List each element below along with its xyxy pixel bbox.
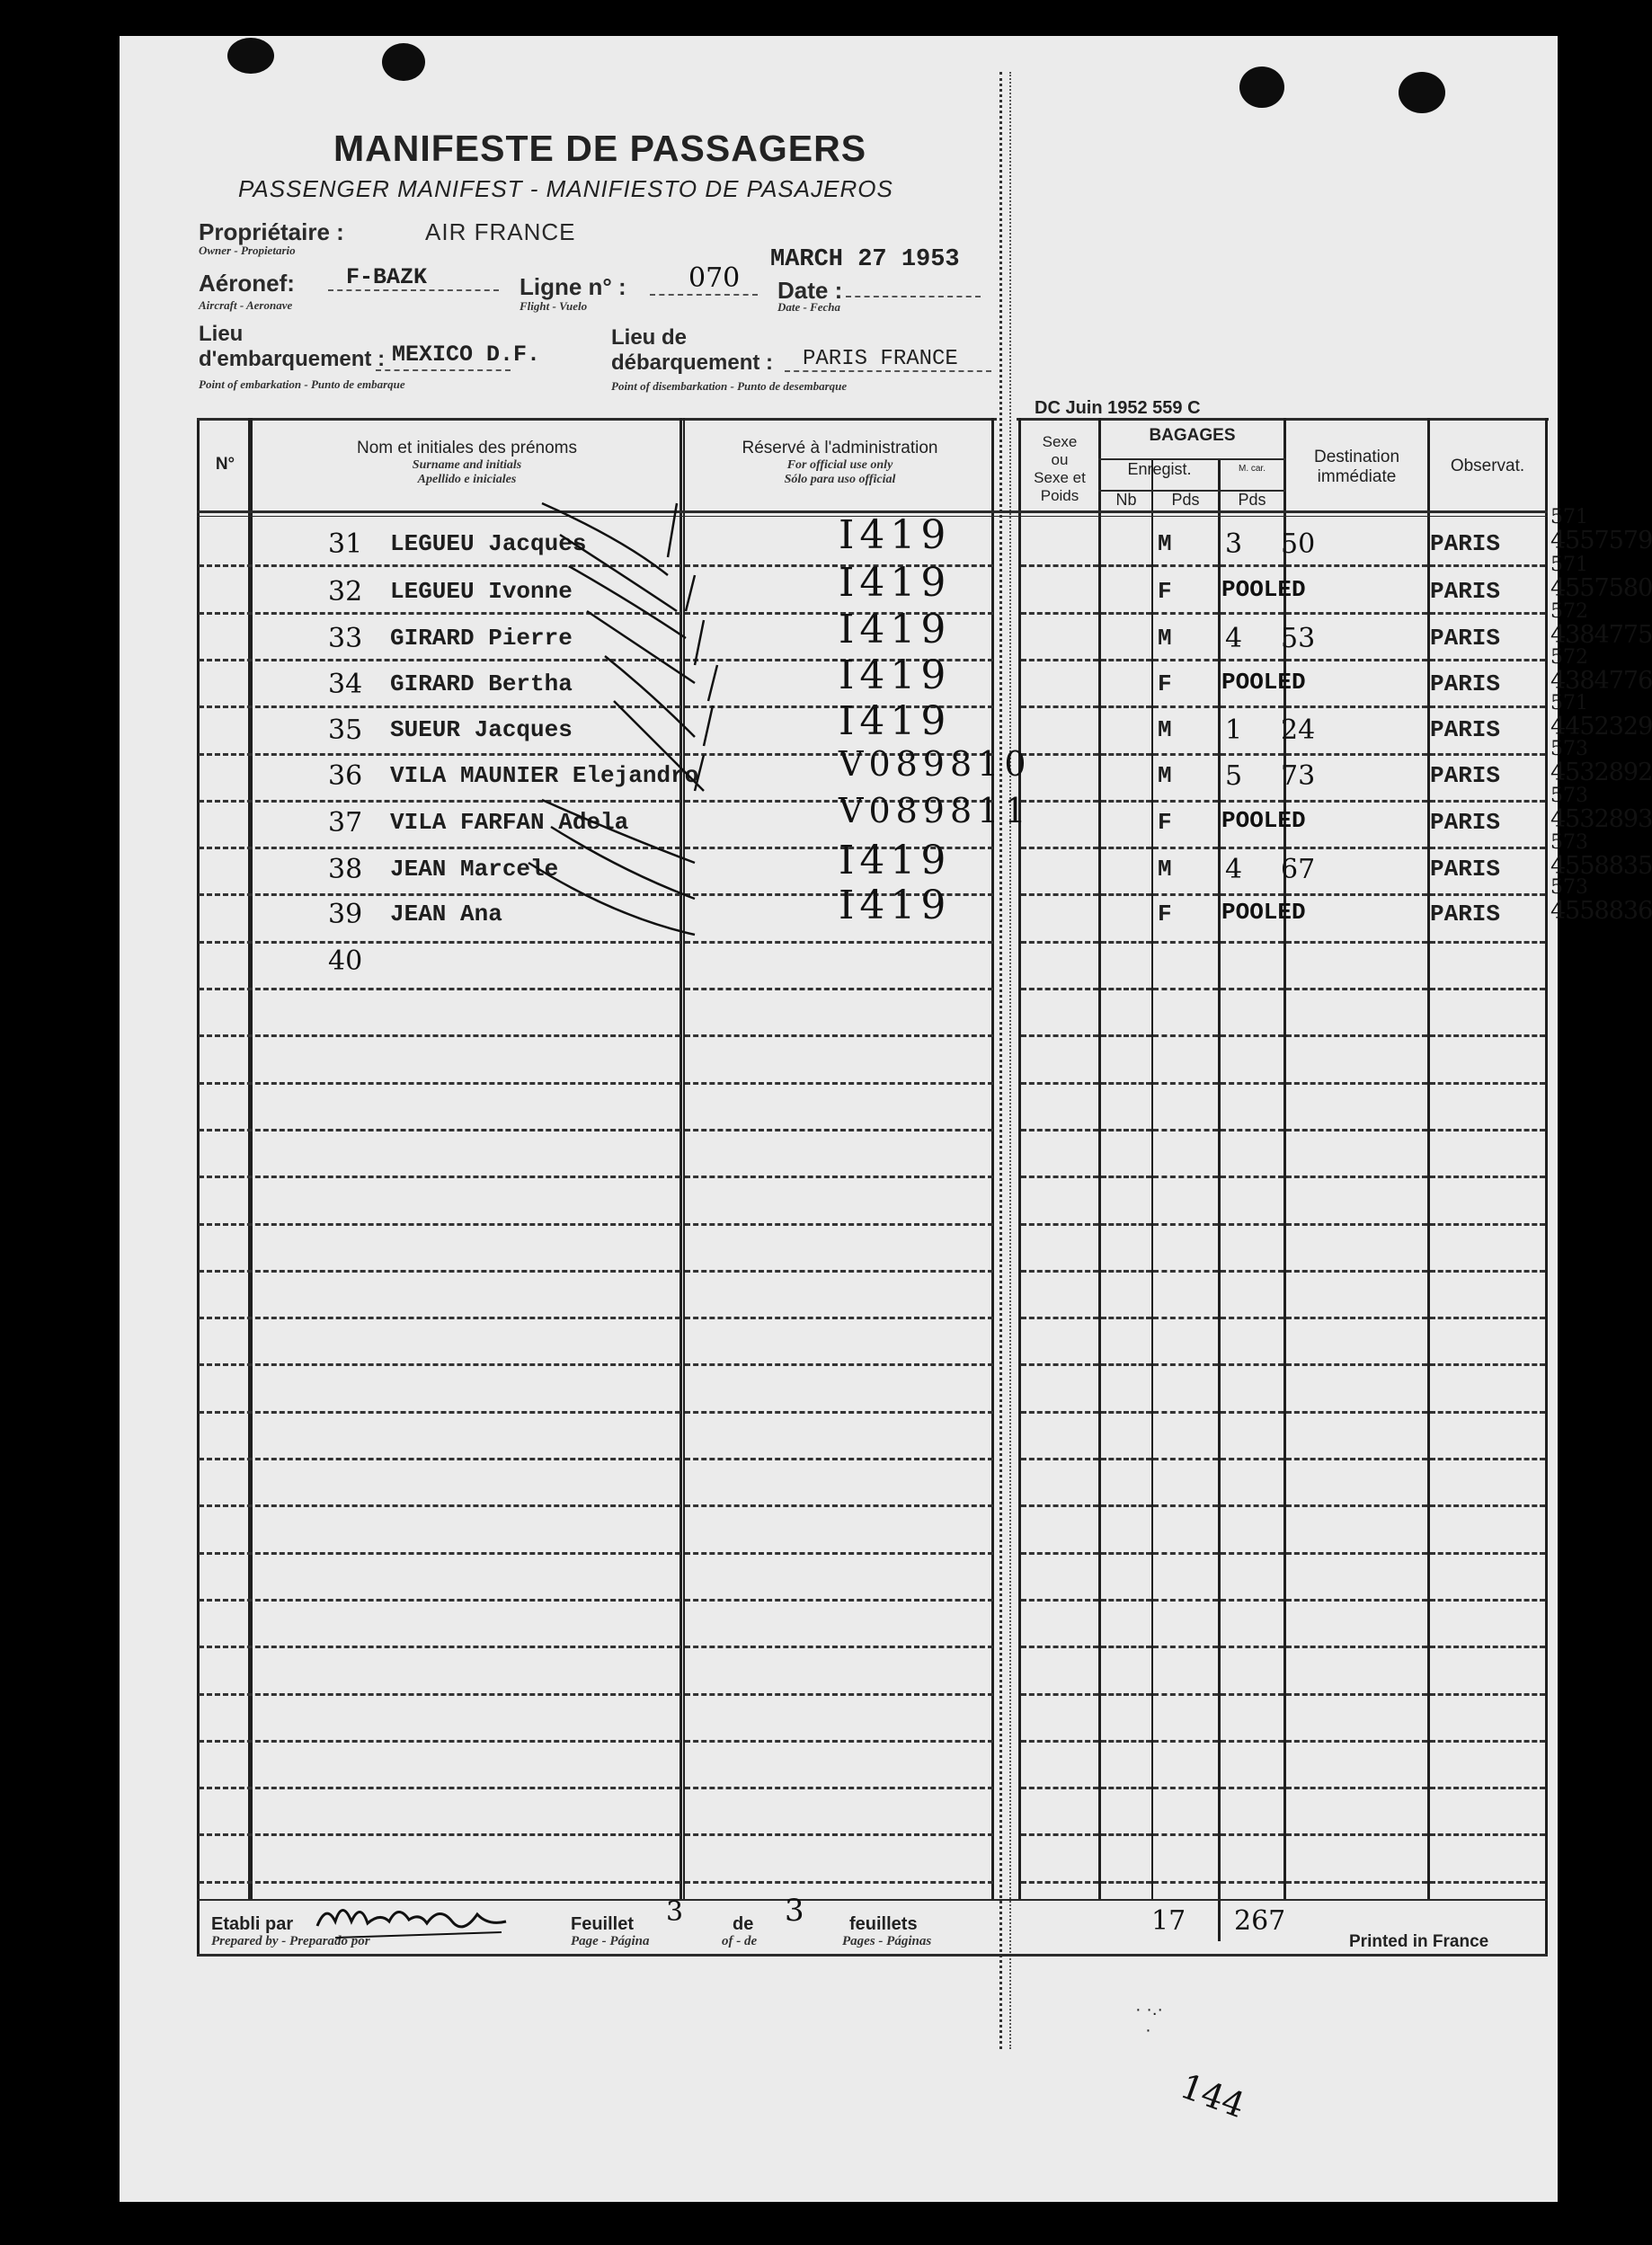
- col-header-name-sub1: Surname and initials: [412, 458, 522, 472]
- disembark-sub: Point of disembarkation - Punto de desembarque: [611, 379, 848, 393]
- observation-prefix: 572: [1550, 646, 1588, 669]
- baggage-count: 4: [1225, 623, 1243, 654]
- row-rule: [1286, 1034, 1427, 1037]
- page-title: MANIFESTE DE PASSAGERS: [333, 128, 867, 169]
- printed-in-france: Printed in France: [1349, 1932, 1489, 1951]
- row-rule: [199, 1646, 680, 1648]
- passenger-sex: M: [1158, 530, 1172, 557]
- row-rule: [1221, 1317, 1283, 1319]
- row-rule: [199, 1458, 680, 1460]
- row-rule: [1153, 1223, 1218, 1226]
- col-header-admin-sub2: Sólo para uso official: [784, 473, 896, 486]
- row-number: 33: [328, 623, 363, 654]
- admin-code: I419: [839, 698, 952, 744]
- row-rule: [1101, 1223, 1151, 1226]
- row-rule: [1221, 1833, 1283, 1836]
- prepared-signature: [308, 1886, 515, 1957]
- row-rule: [1153, 1411, 1218, 1414]
- passenger-sex: M: [1158, 856, 1172, 883]
- row-rule: [1430, 1504, 1545, 1507]
- aircraft-label: Aéronef:: [199, 270, 295, 297]
- row-rule: [685, 1458, 993, 1460]
- row-rule: [1101, 1317, 1151, 1319]
- row-rule: [1286, 1270, 1427, 1273]
- col-header-registered: Enregist.: [1127, 460, 1192, 478]
- row-number: 39: [328, 899, 363, 930]
- baggage-weight: 50: [1281, 528, 1316, 560]
- row-rule: [1021, 1270, 1098, 1273]
- row-rule: [1021, 1740, 1098, 1743]
- line-sub: Flight - Vuelo: [520, 299, 588, 313]
- row-rule: [1021, 1693, 1098, 1696]
- of-label: de: [733, 1914, 754, 1934]
- passenger-name: JEAN Ana: [390, 901, 502, 927]
- row-rule: [1286, 1176, 1427, 1178]
- baggage-count: POOLED: [1221, 899, 1306, 926]
- row-number: 34: [328, 669, 363, 700]
- row-rule: [1430, 1223, 1545, 1226]
- row-number: 38: [328, 854, 363, 885]
- row-rule: [1021, 1552, 1098, 1555]
- row-rule: [1101, 1504, 1151, 1507]
- row-rule: [685, 1881, 993, 1884]
- aircraft-sub: Aircraft - Aeronave: [199, 298, 293, 312]
- row-rule: [1153, 1693, 1218, 1696]
- observation: 4558836: [1550, 897, 1652, 925]
- page-annotation: 144: [1175, 2065, 1250, 2126]
- row-rule: [685, 1082, 993, 1085]
- row-rule: [685, 1034, 993, 1037]
- embark-sub: Point of embarkation - Punto de embarque: [199, 377, 405, 391]
- total-nb: 17: [1151, 1905, 1186, 1937]
- date-sub: Date - Fecha: [777, 300, 841, 314]
- col-header-nb: Nb: [1115, 491, 1137, 509]
- destination: PARIS: [1430, 670, 1501, 697]
- observation-prefix: 573: [1550, 876, 1588, 899]
- row-rule: [1430, 1599, 1545, 1602]
- destination: PARIS: [1430, 856, 1501, 883]
- baggage-count: 1: [1225, 714, 1243, 746]
- row-rule: [1286, 1646, 1427, 1648]
- col-header-pds: Pds: [1171, 491, 1200, 509]
- row-number: 37: [328, 807, 363, 839]
- row-rule: [1153, 1176, 1218, 1178]
- row-rule: [1021, 1363, 1098, 1366]
- passenger-sex: M: [1158, 762, 1172, 789]
- row-rule: [1286, 1693, 1427, 1696]
- row-rule: [1430, 1552, 1545, 1555]
- passenger-sex: F: [1158, 670, 1172, 697]
- aircraft-value: F-BAZK: [346, 264, 428, 290]
- row-rule: [1101, 1458, 1151, 1460]
- row-rule: [1221, 1363, 1283, 1366]
- row-rule: [1153, 1317, 1218, 1319]
- row-rule: [1021, 1129, 1098, 1131]
- passenger-name: GIRARD Pierre: [390, 625, 573, 652]
- row-rule: [1430, 1034, 1545, 1037]
- col-header-sex-4: Poids: [1040, 487, 1079, 504]
- row-rule: [1221, 1693, 1283, 1696]
- row-rule: [1021, 1176, 1098, 1178]
- row-rule: [1221, 1458, 1283, 1460]
- destination: PARIS: [1430, 809, 1501, 836]
- passenger-name: LEGUEU Jacques: [390, 530, 587, 557]
- passenger-sex: M: [1158, 625, 1172, 652]
- observation: 4532893: [1550, 805, 1652, 833]
- row-rule: [1021, 1881, 1098, 1884]
- row-rule: [199, 1176, 680, 1178]
- admin-code: V089811: [839, 791, 1032, 830]
- col-header-no: N°: [215, 455, 235, 474]
- date-label: Date :: [777, 277, 843, 304]
- row-rule: [1430, 1411, 1545, 1414]
- row-rule: [199, 1787, 680, 1789]
- col-header-hand-pds: Pds: [1238, 491, 1266, 509]
- baggage-count: POOLED: [1221, 807, 1306, 834]
- row-rule: [1021, 1317, 1098, 1319]
- row-rule: [685, 1599, 993, 1602]
- baggage-weight: 53: [1281, 623, 1316, 654]
- row-rule: [1153, 1129, 1218, 1131]
- row-rule: [1153, 1363, 1218, 1366]
- passenger-name: VILA MAUNIER Elejandro: [390, 762, 699, 789]
- passenger-sex: M: [1158, 716, 1172, 743]
- row-rule: [1221, 1740, 1283, 1743]
- row-rule: [1101, 1552, 1151, 1555]
- row-rule: [1101, 1363, 1151, 1366]
- row-rule: [1221, 1270, 1283, 1273]
- baggage-count: POOLED: [1221, 576, 1306, 603]
- admin-code: I419: [839, 652, 952, 698]
- row-rule: [199, 1552, 680, 1555]
- owner-sub: Owner - Propietario: [199, 244, 296, 257]
- observation: 4532892: [1550, 759, 1652, 786]
- row-rule: [1153, 1833, 1218, 1836]
- row-rule: [1430, 1881, 1545, 1884]
- row-rule: [1221, 1034, 1283, 1037]
- row-rule: [199, 1740, 680, 1743]
- row-rule: [685, 1740, 993, 1743]
- row-rule: [1430, 1458, 1545, 1460]
- row-rule: [1221, 1223, 1283, 1226]
- row-rule: [199, 1411, 680, 1414]
- row-rule: [1221, 1082, 1283, 1085]
- form-code: DC Juin 1952 559 C: [1035, 398, 1201, 418]
- observation-prefix: 572: [1550, 600, 1588, 623]
- row-rule: [685, 1270, 993, 1273]
- row-rule: [1021, 1787, 1098, 1789]
- row-rule: [1430, 1176, 1545, 1178]
- owner-label: Propriétaire :: [199, 218, 344, 245]
- row-number: 31: [328, 528, 363, 560]
- row-rule: [1286, 1411, 1427, 1414]
- passenger-name: SUEUR Jacques: [390, 716, 573, 743]
- passenger-name: VILA FARFAN Adela: [390, 809, 629, 836]
- destination: PARIS: [1430, 578, 1501, 605]
- sheet-value: 3: [666, 1896, 684, 1928]
- row-rule: [1101, 1082, 1151, 1085]
- row-rule: [1101, 1411, 1151, 1414]
- row-rule: [1286, 1317, 1427, 1319]
- row-rule: [1153, 1599, 1218, 1602]
- prepared-sub: Prepared by - Preparado por: [211, 1934, 370, 1948]
- row-rule: [685, 1833, 993, 1836]
- baggage-count: 4: [1225, 854, 1243, 885]
- row-rule: [1286, 1599, 1427, 1602]
- check-strokes: [120, 36, 1558, 1025]
- col-header-hand: M. car.: [1238, 464, 1266, 474]
- observation: 4384776: [1550, 667, 1652, 695]
- row-rule: [1021, 1504, 1098, 1507]
- baggage-count: 5: [1225, 760, 1243, 792]
- row-rule: [1221, 1129, 1283, 1131]
- row-rule: [1101, 1176, 1151, 1178]
- row-rule: [685, 1693, 993, 1696]
- row-rule: [1221, 1411, 1283, 1414]
- row-rule: [1286, 1129, 1427, 1131]
- observation-prefix: 571: [1550, 554, 1588, 576]
- destination: PARIS: [1430, 762, 1501, 789]
- col-header-admin: Réservé à l'administration: [742, 439, 938, 457]
- observation-prefix: 573: [1550, 738, 1588, 760]
- row-rule: [1153, 1270, 1218, 1273]
- row-rule: [1101, 1129, 1151, 1131]
- row-rule: [1153, 1787, 1218, 1789]
- row-rule: [685, 1646, 993, 1648]
- row-rule: [1430, 1129, 1545, 1131]
- row-rule: [1286, 1787, 1427, 1789]
- row-rule: [685, 1787, 993, 1789]
- observation-prefix: 573: [1550, 831, 1588, 854]
- row-rule: [1430, 1270, 1545, 1273]
- sheets-label: feuillets: [849, 1914, 918, 1934]
- row-rule: [199, 1082, 680, 1085]
- disembark-label-2: débarquement :: [611, 351, 774, 375]
- row-number: 40: [328, 945, 363, 977]
- row-rule: [685, 1504, 993, 1507]
- row-rule: [685, 1363, 993, 1366]
- passenger-sex: F: [1158, 809, 1172, 836]
- row-rule: [1430, 1833, 1545, 1836]
- row-rule: [1430, 1082, 1545, 1085]
- observation-prefix: 571: [1550, 506, 1588, 528]
- row-rule: [1221, 1599, 1283, 1602]
- row-rule: [1221, 1646, 1283, 1648]
- row-rule: [1153, 1034, 1218, 1037]
- row-rule: [685, 1552, 993, 1555]
- observation: 4557579: [1550, 527, 1652, 555]
- passenger-name: GIRARD Bertha: [390, 670, 573, 697]
- row-rule: [1101, 1881, 1151, 1884]
- of-value: 3: [785, 1893, 804, 1929]
- row-rule: [1021, 1034, 1098, 1037]
- row-rule: [199, 1317, 680, 1319]
- observation: 4557580: [1550, 574, 1652, 602]
- col-header-observ: Observat.: [1450, 457, 1525, 475]
- observation-prefix: 573: [1550, 785, 1588, 807]
- col-header-sex-3: Sexe et: [1034, 469, 1086, 486]
- row-rule: [1430, 1787, 1545, 1789]
- prepared-label: Etabli par: [211, 1914, 294, 1934]
- row-number: 35: [328, 714, 363, 746]
- row-rule: [199, 1833, 680, 1836]
- admin-code: I419: [839, 560, 952, 606]
- row-rule: [1021, 1411, 1098, 1414]
- row-rule: [1221, 1881, 1283, 1884]
- row-rule: [685, 1317, 993, 1319]
- embark-label-1: Lieu: [199, 322, 244, 346]
- row-rule: [1101, 1599, 1151, 1602]
- row-rule: [1286, 1881, 1427, 1884]
- row-rule: [685, 1129, 993, 1131]
- of-sub: of - de: [722, 1934, 758, 1948]
- observation-prefix: 571: [1550, 692, 1588, 714]
- row-number: 36: [328, 760, 363, 792]
- row-rule: [1021, 1833, 1098, 1836]
- row-rule: [1021, 1458, 1098, 1460]
- date-value: MARCH 27 1953: [770, 246, 960, 273]
- row-rule: [685, 1176, 993, 1178]
- row-rule: [1021, 1223, 1098, 1226]
- row-rule: [1286, 1458, 1427, 1460]
- destination: PARIS: [1430, 716, 1501, 743]
- row-rule: [1286, 1082, 1427, 1085]
- row-rule: [1153, 1881, 1218, 1884]
- observation: 4558835: [1550, 852, 1652, 880]
- admin-code: V089810: [839, 744, 1032, 784]
- col-header-sex-1: Sexe: [1042, 433, 1078, 450]
- row-rule: [1101, 1787, 1151, 1789]
- row-rule: [685, 1411, 993, 1414]
- row-rule: [1286, 1552, 1427, 1555]
- line-label: Ligne n° :: [520, 273, 626, 300]
- row-rule: [1221, 1787, 1283, 1789]
- row-rule: [1430, 1693, 1545, 1696]
- row-number: 32: [328, 576, 363, 608]
- row-rule: [1101, 1646, 1151, 1648]
- passenger-name: LEGUEU Ivonne: [390, 578, 573, 605]
- row-rule: [1153, 1458, 1218, 1460]
- col-header-destination-1: Destination: [1313, 448, 1400, 466]
- row-rule: [1021, 1599, 1098, 1602]
- passenger-sex: F: [1158, 578, 1172, 605]
- observation: 4384775: [1550, 621, 1652, 649]
- col-header-admin-sub1: For official use only: [786, 458, 893, 472]
- manifest-sheet: [120, 36, 1652, 2202]
- row-rule: [1101, 1270, 1151, 1273]
- ink-dots: · ·.· ·: [1135, 2000, 1164, 2040]
- col-header-destination-2: immédiate: [1317, 467, 1397, 486]
- row-rule: [1153, 1082, 1218, 1085]
- col-header-sex-2: ou: [1051, 451, 1069, 468]
- admin-code: I419: [839, 512, 952, 558]
- row-rule: [1286, 1833, 1427, 1836]
- row-rule: [199, 1693, 680, 1696]
- admin-code: I419: [839, 883, 952, 928]
- passenger-sex: F: [1158, 901, 1172, 927]
- row-rule: [1286, 1504, 1427, 1507]
- row-rule: [1101, 1740, 1151, 1743]
- baggage-count: 3: [1225, 528, 1243, 560]
- line-value: 070: [688, 262, 741, 294]
- row-rule: [1286, 1363, 1427, 1366]
- row-rule: [199, 1504, 680, 1507]
- col-header-name: Nom et initiales des prénoms: [357, 439, 577, 457]
- admin-code: I419: [839, 838, 952, 883]
- row-rule: [199, 1223, 680, 1226]
- row-rule: [1153, 1504, 1218, 1507]
- row-rule: [1221, 1176, 1283, 1178]
- row-rule: [1101, 1833, 1151, 1836]
- row-rule: [1101, 1034, 1151, 1037]
- row-rule: [1101, 1693, 1151, 1696]
- baggage-weight: 24: [1281, 714, 1316, 746]
- sheet-sub: Page - Página: [571, 1934, 650, 1948]
- row-rule: [199, 1363, 680, 1366]
- row-rule: [199, 1881, 680, 1884]
- passenger-name: JEAN Marcele: [390, 856, 559, 883]
- row-rule: [1430, 1740, 1545, 1743]
- owner-value: AIR FRANCE: [425, 218, 576, 245]
- row-rule: [1430, 1646, 1545, 1648]
- row-rule: [1153, 1740, 1218, 1743]
- row-rule: [1221, 1552, 1283, 1555]
- row-rule: [199, 1034, 680, 1037]
- row-rule: [1286, 1740, 1427, 1743]
- row-rule: [1221, 1504, 1283, 1507]
- row-rule: [1021, 1082, 1098, 1085]
- col-header-bagages: BAGAGES: [1149, 426, 1236, 445]
- col-header-name-sub2: Apellido e iniciales: [417, 473, 517, 486]
- row-rule: [199, 1270, 680, 1273]
- baggage-weight: 73: [1281, 760, 1316, 792]
- row-rule: [1021, 1646, 1098, 1648]
- baggage-count: POOLED: [1221, 669, 1306, 696]
- row-rule: [1430, 1363, 1545, 1366]
- row-rule: [199, 1129, 680, 1131]
- total-pds: 267: [1234, 1905, 1286, 1937]
- disembark-value: PARIS FRANCE: [803, 347, 958, 371]
- sheet-label: Feuillet: [571, 1914, 635, 1934]
- row-rule: [1286, 1223, 1427, 1226]
- embark-label-2: d'embarquement :: [199, 347, 386, 371]
- row-rule: [1430, 1317, 1545, 1319]
- row-rule: [1153, 1552, 1218, 1555]
- row-rule: [1153, 1646, 1218, 1648]
- row-rule: [685, 1223, 993, 1226]
- observation: 4452329: [1550, 713, 1652, 741]
- row-rule: [199, 1599, 680, 1602]
- baggage-weight: 67: [1281, 854, 1316, 885]
- disembark-label-1: Lieu de: [611, 325, 688, 350]
- admin-code: I419: [839, 607, 952, 652]
- sheets-sub: Pages - Páginas: [842, 1934, 932, 1948]
- destination: PARIS: [1430, 530, 1501, 557]
- embark-value: MEXICO D.F.: [392, 342, 541, 368]
- page-subtitle: PASSENGER MANIFEST - MANIFIESTO DE PASAJEROS: [238, 175, 893, 202]
- destination: PARIS: [1430, 901, 1501, 927]
- destination: PARIS: [1430, 625, 1501, 652]
